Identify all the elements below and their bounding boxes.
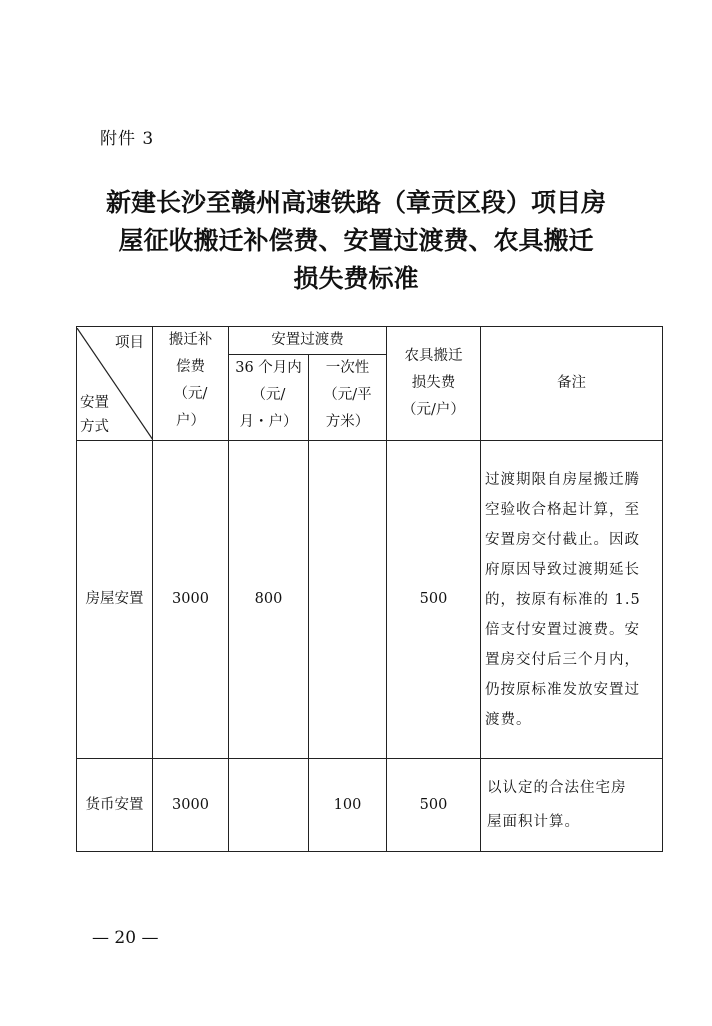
- remark-line: 倍支付安置过渡费。安: [485, 621, 640, 638]
- corner-label-mode-line: 安置: [80, 394, 109, 411]
- header-within-36-months: [229, 355, 309, 441]
- header-line: 36 个月内: [235, 360, 302, 376]
- title-line: 新建长沙至赣州高速铁路（章贡区段）项目房: [105, 188, 606, 217]
- remark-line: 过渡期限自房屋搬迁腾: [485, 471, 640, 488]
- table-corner-header: [77, 327, 153, 441]
- corner-label-mode: [80, 391, 109, 439]
- header-line: 户）: [176, 413, 205, 429]
- document-title: [80, 184, 632, 298]
- header-line: （元/: [251, 387, 286, 403]
- row-relocation-fee: 3000: [153, 759, 229, 852]
- row-months-fee: [229, 759, 309, 852]
- row-tool-loss-fee: 500: [387, 759, 481, 852]
- header-line: 偿费: [176, 359, 205, 375]
- header-line: （元/: [173, 386, 208, 402]
- table-row: [77, 441, 663, 759]
- title-line: 损失费标准: [293, 264, 419, 293]
- remark-line: 府原因导致过渡期延长: [485, 561, 640, 578]
- header-line: 损失费: [411, 375, 456, 391]
- page-number: — 20 —: [92, 928, 159, 948]
- row-remark: [481, 441, 663, 759]
- row-mode: 货币安置: [77, 759, 153, 852]
- header-line: 农具搬迁: [404, 348, 463, 364]
- fee-standard-table: [76, 326, 663, 852]
- header-line: 搬迁补: [168, 332, 213, 348]
- remark-line: 安置房交付截止。因政: [485, 531, 640, 548]
- remark-line: 渡费。: [485, 711, 532, 728]
- header-line: （元/平: [323, 387, 372, 403]
- table-row: [77, 759, 663, 852]
- remark-line: 的，按原有标准的 1.5: [485, 591, 641, 608]
- row-one-time-fee: [309, 441, 387, 759]
- header-line: 月・户）: [239, 414, 298, 430]
- header-tool-loss-fee: [387, 327, 481, 441]
- row-remark: [481, 759, 663, 852]
- title-line: 屋征收搬迁补偿费、安置过渡费、农具搬迁: [118, 226, 594, 255]
- header-relocation-fee: [153, 327, 229, 441]
- header-one-time: [309, 355, 387, 441]
- remark-line: 置房交付后三个月内，: [485, 651, 640, 668]
- header-transition-fee: 安置过渡费: [229, 327, 387, 355]
- remark-line: 空验收合格起计算，至: [485, 501, 640, 518]
- row-relocation-fee: 3000: [153, 441, 229, 759]
- row-mode: 房屋安置: [77, 441, 153, 759]
- row-months-fee: 800: [229, 441, 309, 759]
- attachment-label: 附件 3: [100, 129, 155, 149]
- header-line: （元/户）: [402, 402, 465, 418]
- corner-label-item: 项目: [115, 334, 144, 351]
- row-one-time-fee: 100: [309, 759, 387, 852]
- remark-line: 以认定的合法住宅房: [487, 780, 627, 796]
- header-line: 方米）: [325, 414, 370, 430]
- header-remarks: 备注: [481, 327, 663, 441]
- corner-label-mode-line: 方式: [80, 418, 109, 435]
- row-tool-loss-fee: 500: [387, 441, 481, 759]
- remark-line: 仍按原标准发放安置过: [485, 681, 640, 698]
- header-line: 一次性: [325, 360, 370, 376]
- remark-line: 屋面积计算。: [487, 814, 580, 830]
